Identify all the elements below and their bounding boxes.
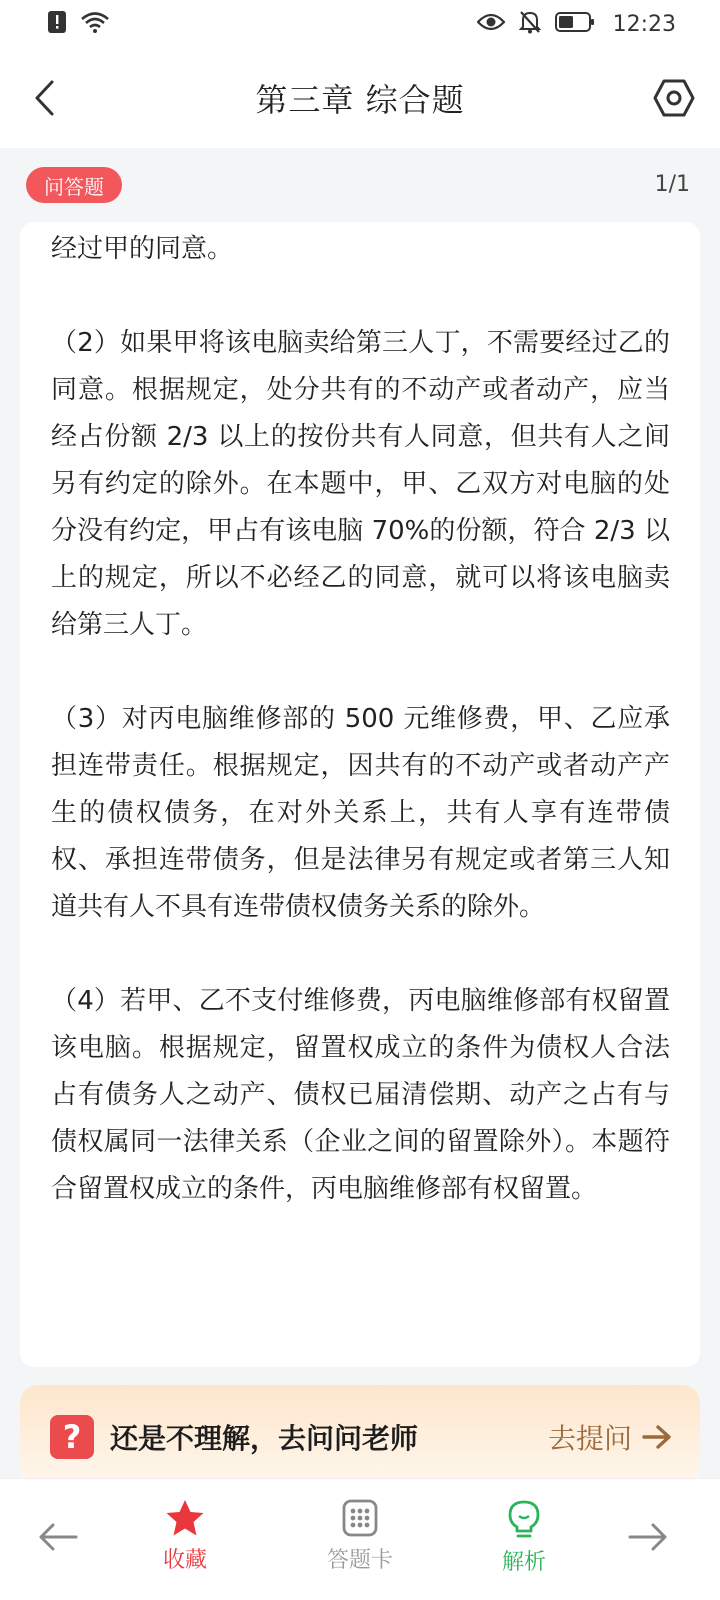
question-type-tag: 问答题 (26, 167, 122, 203)
ask-teacher-bar[interactable] (20, 1385, 700, 1489)
back-button[interactable] (24, 76, 64, 120)
analysis-paragraph: 经过甲的同意。 (51, 234, 234, 264)
battery-icon (555, 11, 595, 37)
answer-card-button[interactable] (300, 1499, 420, 1574)
alert-icon (48, 11, 66, 37)
ask-teacher-text: 还是不理解，去问问老师 (110, 1422, 419, 1455)
favorite-label: 收藏 (162, 1548, 207, 1573)
settings-button[interactable] (650, 74, 698, 122)
next-question-button[interactable] (624, 1513, 672, 1561)
analysis-paragraph: （4）若甲、乙不支付维修费，丙电脑维修部有权留置该电脑。根据规定，留置权成立的条件为债权人合法占有债务人之动产、债权已届清偿期、动产之占有与债权属同一法律关系（企业之间的留置除外）。本题符合留置权成立的条件，丙电脑维修部有权留置。 (51, 986, 670, 1204)
arrow-left-icon (38, 1522, 78, 1552)
hexagon-settings-icon (653, 78, 695, 118)
bell-muted-icon (519, 10, 541, 38)
status-bar (0, 0, 720, 48)
chevron-left-icon (32, 79, 56, 117)
star-icon (165, 1499, 205, 1537)
arrow-right-icon (628, 1522, 668, 1552)
grid-card-icon (342, 1499, 378, 1537)
question-icon: ? (50, 1415, 94, 1459)
status-time: 12:23 (612, 11, 676, 37)
bottom-nav (0, 1478, 720, 1600)
wifi-icon (80, 11, 110, 37)
analysis-content (20, 222, 700, 1213)
question-counter: 1/1 (654, 172, 690, 197)
analysis-paragraph: （2）如果甲将该电脑卖给第三人丁，不需要经过乙的同意。根据规定，处分共有的不动产或者动产，应当经占份额 2/3 以上的按份共有人同意，但共有人之间另有约定的除外。在本题中，甲、乙双方对电脑的处分没有约定，甲占有该电脑 70%的份额，符合 2/3 以上的规定，所以不必经乙的同意，就可以将该电脑卖给第三人丁。 (51, 328, 670, 640)
analysis-label: 解析 (501, 1550, 546, 1575)
analysis-paragraph: （3）对丙电脑维修部的 500 元维修费，甲、乙应承担连带责任。根据规定，因共有的不动产或者动产产生的债权债务，在对外关系上，共有人享有连带债权、承担连带债务，但是法律另有规定或者第三人知道共有人不具有连带债权债务关系的除外。 (51, 704, 670, 922)
ask-question-label: 去提问 (547, 1422, 632, 1455)
prev-question-button[interactable] (34, 1513, 82, 1561)
app-header (0, 48, 720, 148)
bulb-icon (506, 1499, 542, 1539)
page-title: 第三章 综合题 (255, 81, 465, 119)
arrow-right-icon (642, 1424, 672, 1450)
favorite-button[interactable] (125, 1499, 245, 1574)
answer-card-label: 答题卡 (326, 1548, 393, 1573)
ask-question-button[interactable] (548, 1417, 672, 1457)
eye-icon (477, 12, 505, 36)
analysis-button[interactable] (464, 1499, 584, 1576)
analysis-card (20, 222, 700, 1367)
